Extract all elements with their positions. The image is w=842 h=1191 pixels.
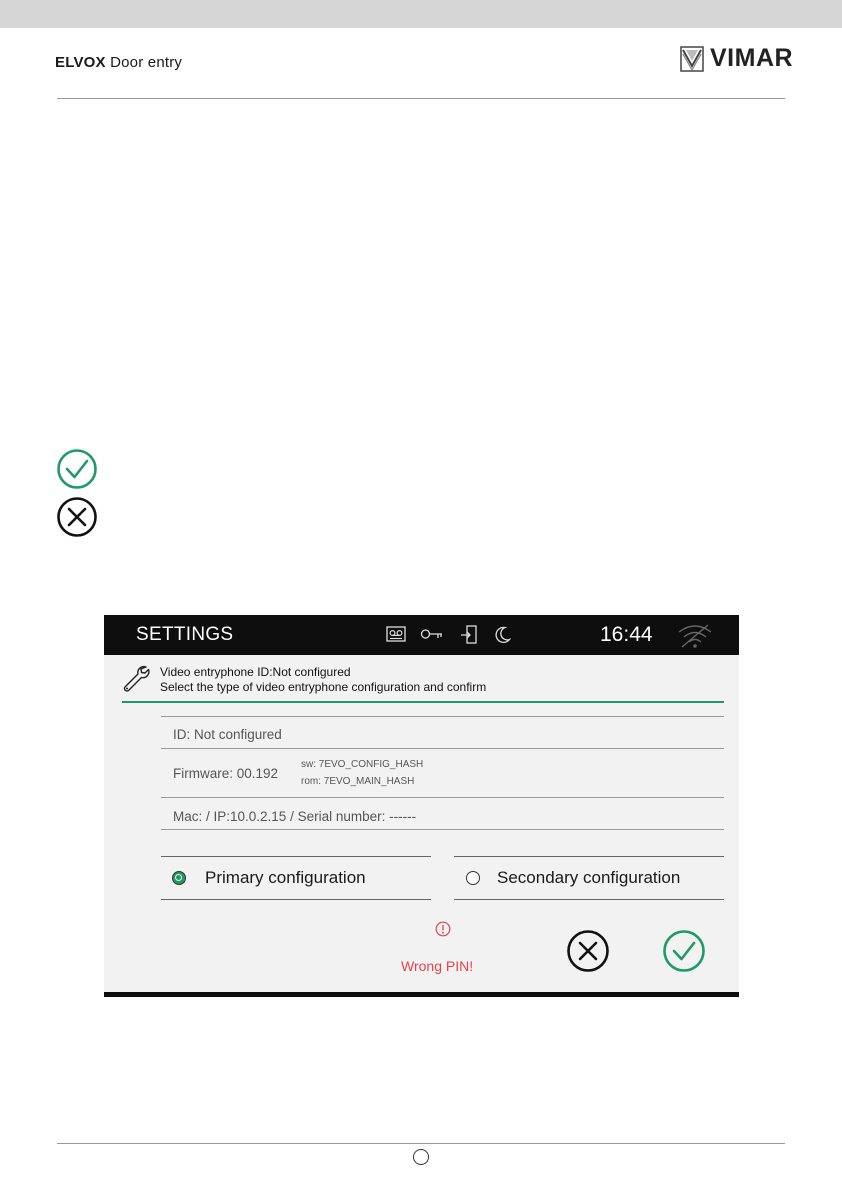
- footer-rule: [57, 1143, 785, 1144]
- status-bar: [104, 615, 739, 655]
- primary-config-label[interactable]: Primary configuration: [205, 868, 366, 887]
- id-value: ID: Not configured: [173, 727, 282, 742]
- door-exit-icon: [460, 625, 478, 645]
- sw-hash: sw: 7EVO_CONFIG_HASH: [301, 759, 424, 770]
- primary-config-radio[interactable]: [172, 871, 186, 885]
- secondary-config-radio[interactable]: [466, 871, 480, 885]
- vimar-logo: [680, 44, 793, 73]
- config-divider: [454, 899, 724, 900]
- cancel-x-icon: [56, 496, 98, 538]
- elvox-brand: [55, 54, 182, 71]
- wrong-pin-message: Wrong PIN!: [401, 958, 474, 974]
- vimar-wordmark: VIMAR: [710, 44, 794, 72]
- rom-hash: rom: 7EVO_MAIN_HASH: [301, 776, 415, 787]
- config-divider: [161, 856, 431, 857]
- firmware-value: Firmware: 00.192: [173, 766, 279, 781]
- status-time: 16:44: [600, 623, 653, 646]
- voicemail-icon: [386, 626, 406, 642]
- top-band: [0, 0, 842, 28]
- brand-bold: ELVOX: [55, 54, 106, 71]
- page-number-circle: [413, 1149, 429, 1165]
- confirm-check-icon: [56, 448, 98, 490]
- row-divider: [161, 797, 724, 798]
- confirm-button[interactable]: [662, 929, 706, 973]
- warning-icon: [435, 921, 451, 937]
- cancel-button[interactable]: [566, 929, 610, 973]
- entryphone-id-status: Video entryphone ID:Not configured: [160, 665, 351, 679]
- secondary-config-label[interactable]: Secondary configuration: [497, 868, 681, 887]
- screen-bottom-bar: [104, 992, 739, 997]
- wifi-off-icon: [677, 623, 713, 649]
- device-screen: [104, 615, 739, 997]
- row-divider: [161, 716, 724, 717]
- config-divider: [454, 856, 724, 857]
- moon-icon: [495, 626, 511, 644]
- vimar-logo-mark: [680, 46, 704, 72]
- header-rule: [57, 98, 785, 99]
- key-icon: [420, 627, 444, 643]
- header-divider: [122, 701, 724, 703]
- brand-rest: Door entry: [105, 54, 183, 71]
- row-divider: [161, 829, 724, 830]
- config-divider: [161, 899, 431, 900]
- row-divider: [161, 748, 724, 749]
- wrench-icon: [120, 663, 150, 693]
- network-info: Mac: / IP:10.0.2.15 / Serial number: ------: [173, 809, 417, 824]
- screen-title: SETTINGS: [136, 624, 234, 645]
- config-instruction: Select the type of video entryphone configuration and confirm: [160, 680, 487, 694]
